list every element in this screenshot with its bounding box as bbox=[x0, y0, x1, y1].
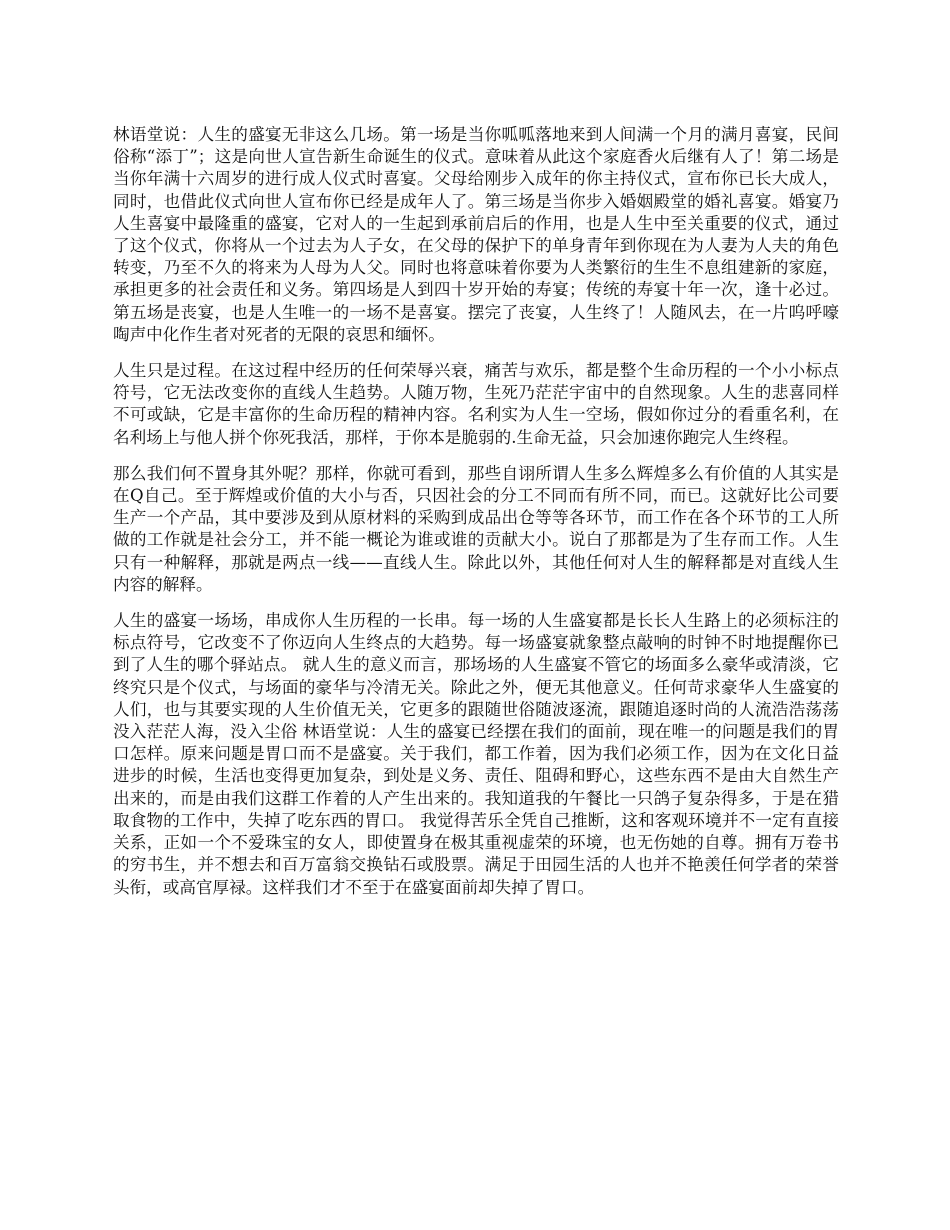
paragraph-4: 人生的盛宴一场场，串成你人生历程的一长串。每一场的人生盛宴都是长长人生路上的必须标注的标点符号，它改变不了你迈向人生终点的大趋势。每一场盛宴就象整点敲响的时钟不时地提醒你已到了人生的哪个驿站点。 就人生的意义而言，那场场的人生盛宴不管它的场面多么豪华或清淡，它终究只是个仪式，与场面的豪华与冷清无关。除此之外，便无其他意义。任何苛求豪华人生盛宴的人们，也与其要实现的人生价值无关，它更多的跟随世俗随波逐流，跟随追逐时尚的人流浩浩荡荡没入茫茫人海，没入尘俗 林语堂说：人生的盛宴已经摆在我们的面前，现在唯一的问题是我们的胃口怎样。原来问题是胃口而不是盛宴。关于我们，都工作着，因为我们必须工作，因为在文化日益进步的时候，生活也变得更加复杂，到处是义务、责任、阻碍和野心，这些东西不是由大自然生产出来的，而是由我们这群工作着的人产生出来的。我知道我的午餐比一只鸽子复杂得多，于是在猎取食物的工作中，失掉了吃东西的胃口。 我觉得苦乐全凭自己推断，这和客观环境并不一定有直接关系，正如一个不爱珠宝的女人，即使置身在极其重视虚荣的环境，也无伤她的自尊。拥有万卷书的穷书生，并不想去和百万富翁交换钻石或股票。满足于田园生活的人也并不艳羡任何学者的荣誉头衔，或高官厚禄。这样我们才不至于在盛宴面前却失掉了胃口。 bbox=[113, 611, 839, 897]
paragraph-1: 林语堂说：人生的盛宴无非这么几场。第一场是当你呱呱落地来到人间满一个月的满月喜宴，民间俗称“添丁”；这是向世人宣告新生命诞生的仪式。意味着从此这个家庭香火后继有人了！第二场是当你年满十六周岁的进行成人仪式时喜宴。父母给刚步入成年的你主持仪式，宣布你已长大成人，同时，也借此仪式向世人宣布你已经是成年人了。第三场是当你步入婚姻殿堂的婚礼喜宴。婚宴乃人生喜宴中最隆重的盛宴，它对人的一生起到承前启后的作用，也是人生中至关重要的仪式，通过了这个仪式，你将从一个过去为人子女，在父母的保护下的单身青年到你现在为人妻为人夫的角色转变，乃至不久的将来为人母为人父。同时也将意味着你要为人类繁衍的生生不息组建新的家庭，承担更多的社会责任和义务。第四场是人到四十岁开始的寿宴；传统的寿宴十年一次，逢十必过。第五场是丧宴，也是人生唯一的一场不是喜宴。摆完了丧宴，人生终了！人随风去，在一片呜呼嚎啕声中化作生者对死者的无限的哀思和缅怀。 bbox=[113, 125, 839, 344]
document-page bbox=[113, 124, 839, 913]
paragraph-3: 那么我们何不置身其外呢？那样，你就可看到，那些自诩所谓人生多么辉煌多么有价值的人其实是在Q自己。至于辉煌或价值的大小与否，只因社会的分工不同而有所不同，而已。这就好比公司要生产一个产品，其中要涉及到从原材料的采购到成品出仓等等各环节，而工作在各个环节的工人所做的工作就是社会分工，并不能一概论为谁或谁的贡献大小。说白了那都是为了生存而工作。人生只有一种解释，那就是两点一线——直线人生。除此以外，其他任何对人生的解释都是对直线人生内容的解释。 bbox=[113, 463, 839, 594]
paragraph-2: 人生只是过程。在这过程中经历的任何荣辱兴衰，痛苦与欢乐，都是整个生命历程的一个小小标点符号，它无法改变你的直线人生趋势。人随万物，生死乃茫茫宇宙中的自然现象。人生的悲喜同样不可或缺，它是丰富你的生命历程的精神内容。名利实为人生一空场，假如你过分的看重名利，在名利场上与他人拼个你死我活，那样，于你本是脆弱的.生命无益，只会加速你跑完人生终程。 bbox=[113, 361, 839, 447]
